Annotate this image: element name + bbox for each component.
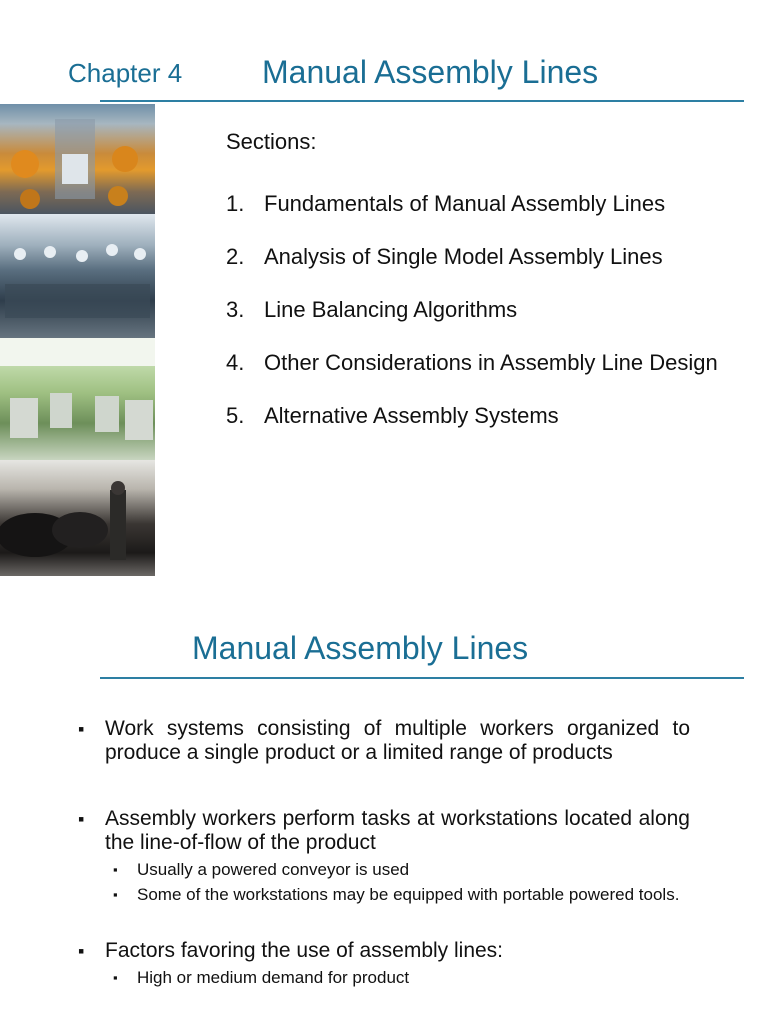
section-item xyxy=(226,181,756,227)
square-bullet-icon: ▪ xyxy=(78,941,85,961)
slide-title: Manual Assembly Lines xyxy=(192,630,529,666)
slide-title: Manual Assembly Lines xyxy=(262,54,599,90)
sub-bullet-text: High or medium demand for product xyxy=(137,968,410,987)
slide-manual-assembly-lines xyxy=(0,600,768,1024)
section-item xyxy=(226,234,756,280)
section-item xyxy=(226,393,756,439)
square-bullet-icon: ▪ xyxy=(78,719,85,739)
title-divider xyxy=(100,100,744,102)
section-text: Alternative Assembly Systems xyxy=(264,403,559,428)
section-text: Analysis of Single Model Assembly Lines xyxy=(264,244,663,269)
clean-factory-hall-photo xyxy=(0,338,155,460)
section-number: 1. xyxy=(226,191,245,216)
sub-bullet-item xyxy=(78,884,690,905)
sub-bullet-item xyxy=(78,967,690,988)
section-number: 3. xyxy=(226,297,245,322)
title-divider xyxy=(100,677,744,679)
sub-bullet-text: Usually a powered conveyor is used xyxy=(137,860,410,879)
square-bullet-icon: ▪ xyxy=(113,862,118,877)
assembly-line-photo-strip xyxy=(0,104,155,576)
section-number: 2. xyxy=(226,244,245,269)
square-bullet-icon: ▪ xyxy=(113,970,118,985)
sub-bullet-item xyxy=(78,859,690,880)
section-number: 4. xyxy=(226,350,245,375)
robotic-car-assembly-photo xyxy=(0,104,155,214)
sections-list xyxy=(226,181,756,446)
section-item xyxy=(226,287,756,333)
square-bullet-icon: ▪ xyxy=(113,887,118,902)
bullet-item xyxy=(78,717,690,765)
factory-workers-photo xyxy=(0,214,155,338)
finished-cars-photo xyxy=(0,460,155,576)
chapter-label: Chapter 4 xyxy=(68,58,183,88)
section-text: Other Considerations in Assembly Line Design xyxy=(264,350,718,375)
square-bullet-icon: ▪ xyxy=(78,809,85,829)
bullet-item xyxy=(78,807,690,855)
sub-bullet-text: Some of the workstations may be equipped with portable powered tools. xyxy=(137,885,680,904)
bullet-text: Factors favoring the use of assembly lines: xyxy=(105,939,504,962)
section-text: Fundamentals of Manual Assembly Lines xyxy=(264,191,666,216)
bullet-text: Assembly workers perform tasks at workstations located along the line-of-flow of the product xyxy=(105,807,690,854)
bullet-text: Work systems consisting of multiple workers organized to produce a single product or a limited range of products xyxy=(105,717,690,764)
section-text: Line Balancing Algorithms xyxy=(264,297,518,322)
section-number: 5. xyxy=(226,403,245,428)
bullet-item xyxy=(78,939,690,963)
sections-heading: Sections: xyxy=(226,129,317,154)
section-item xyxy=(226,340,724,386)
bullet-list xyxy=(78,717,690,988)
